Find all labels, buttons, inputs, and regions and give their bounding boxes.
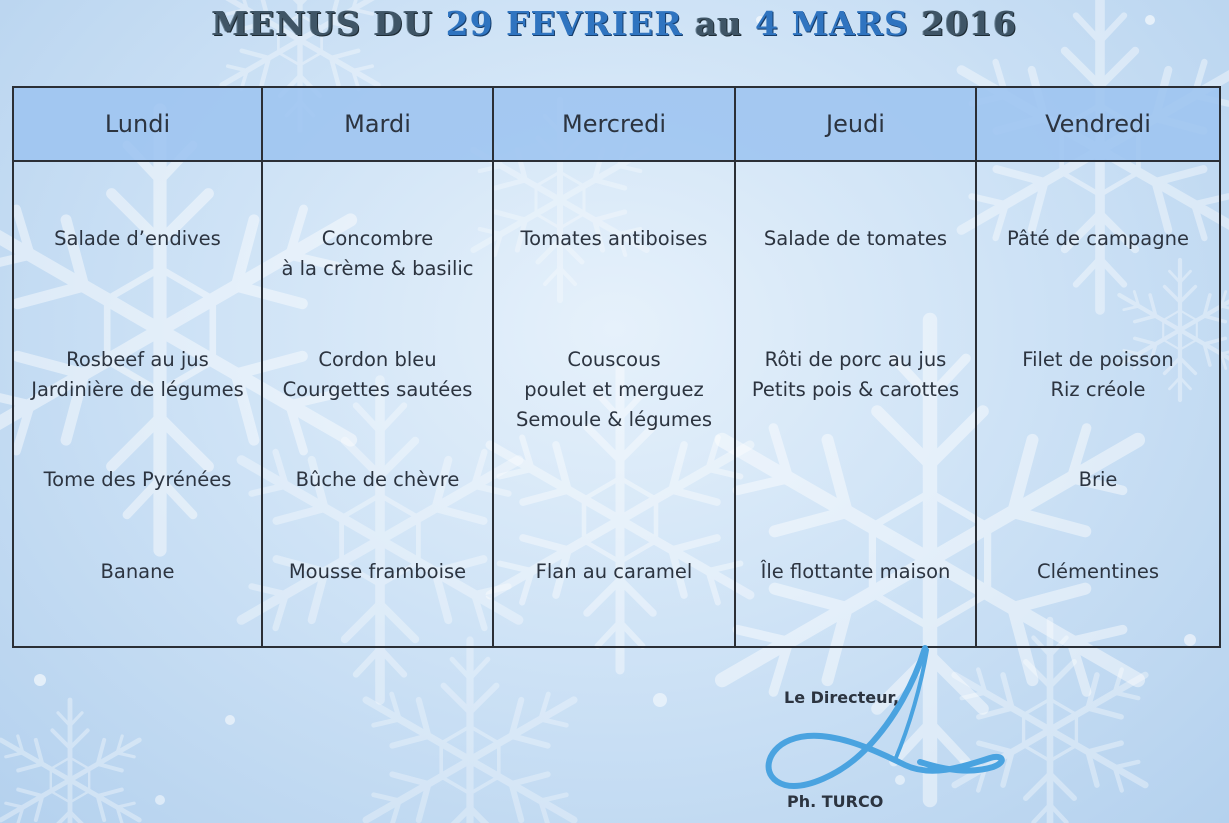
- starter: [977, 224, 1219, 254]
- day-column-lundi: [13, 161, 262, 647]
- dish-line: Tome des Pyrénées: [43, 468, 232, 491]
- day-column-vendredi: [976, 161, 1220, 647]
- day-header-lundi: Lundi: [13, 87, 262, 161]
- day-header-mardi: Mardi: [262, 87, 493, 161]
- title-start-date: 29 FEVRIER: [445, 4, 683, 43]
- dessert: [494, 557, 734, 587]
- day-header-mercredi: Mercredi: [493, 87, 735, 161]
- dessert: [736, 557, 975, 587]
- signature-name: Ph. TURCO: [787, 792, 884, 811]
- cheese: [14, 465, 261, 495]
- title-connector: au: [682, 4, 756, 43]
- signature-role: Le Directeur,: [784, 688, 900, 707]
- starter: [14, 224, 261, 254]
- day-column-mercredi: [493, 161, 735, 647]
- main-course: [736, 345, 975, 405]
- dessert: [977, 557, 1219, 587]
- day-header-row: [13, 87, 1220, 161]
- starter: [494, 224, 734, 254]
- page-title: [0, 4, 1229, 43]
- day-column-jeudi: [735, 161, 976, 647]
- dish-line: à la crème & basilic: [281, 257, 474, 280]
- dish-line: Concombre: [321, 227, 434, 250]
- main-course: [14, 345, 261, 405]
- title-end-date: 4 MARS: [755, 4, 909, 43]
- dish-line: poulet et merguez: [524, 378, 704, 401]
- dish-line: Mousse framboise: [288, 560, 467, 583]
- title-year: 2016: [908, 4, 1018, 43]
- dessert: [14, 557, 261, 587]
- day-column-mardi: [262, 161, 493, 647]
- dish-line: Clémentines: [1037, 560, 1159, 583]
- dish-line: Pâté de campagne: [1007, 227, 1189, 250]
- dish-line: Riz créole: [1050, 378, 1146, 401]
- dish-line: Brie: [1078, 468, 1118, 491]
- dishes-row: [13, 161, 1220, 647]
- dish-line: Salade de tomates: [763, 227, 948, 250]
- dish-line: Couscous: [567, 348, 661, 371]
- dish-line: Bûche de chèvre: [295, 468, 460, 491]
- dish-line: Tomates antiboises: [520, 227, 708, 250]
- dish-line: Rosbeef au jus: [66, 348, 209, 371]
- handwritten-signature: [745, 640, 1025, 823]
- menu-table: [12, 86, 1221, 648]
- main-course: [494, 345, 734, 435]
- title-prefix: MENUS DU: [211, 4, 446, 43]
- dish-line: Filet de poisson: [1022, 348, 1174, 371]
- day-header-vendredi: Vendredi: [976, 87, 1220, 161]
- dish-line: Flan au caramel: [535, 560, 693, 583]
- starter: [263, 224, 492, 284]
- dish-line: Rôti de porc au jus: [764, 348, 947, 371]
- starter: [736, 224, 975, 254]
- dish-line: Courgettes sautées: [282, 378, 473, 401]
- dish-line: Semoule & légumes: [516, 408, 712, 431]
- dish-line: Salade d’endives: [54, 227, 221, 250]
- dish-line: Banane: [100, 560, 175, 583]
- dessert: [263, 557, 492, 587]
- day-header-jeudi: Jeudi: [735, 87, 976, 161]
- dish-line: Petits pois & carottes: [751, 378, 960, 401]
- cheese: [977, 465, 1219, 495]
- dish-line: Jardinière de légumes: [31, 378, 244, 401]
- main-course: [263, 345, 492, 405]
- dish-line: Île flottante maison: [760, 560, 951, 583]
- dish-line: Cordon bleu: [318, 348, 437, 371]
- main-course: [977, 345, 1219, 405]
- cheese: [263, 465, 492, 495]
